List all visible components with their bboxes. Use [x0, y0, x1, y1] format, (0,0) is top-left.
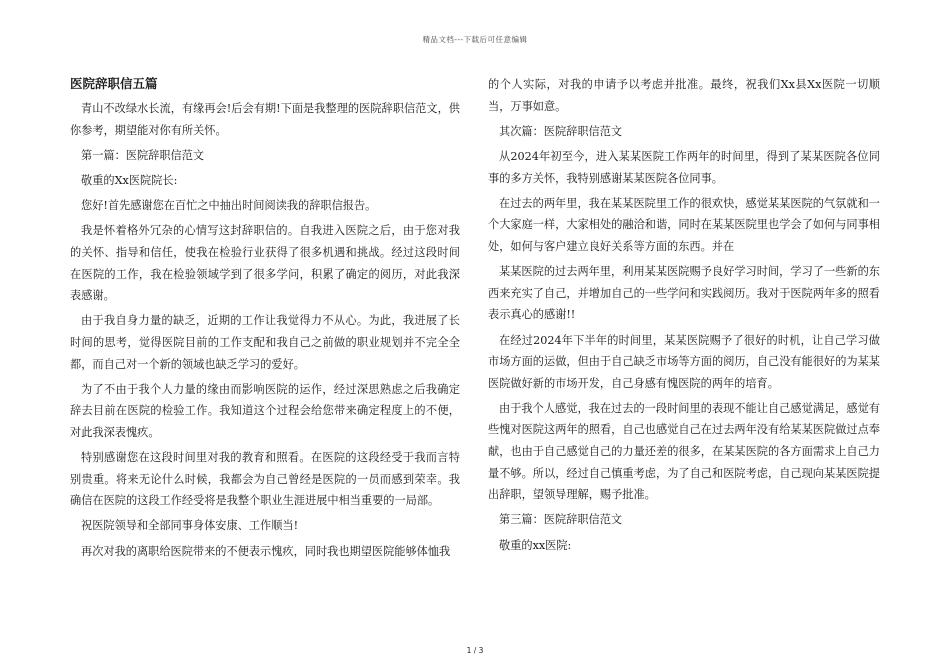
paragraph: 特别感谢您在这段时间里对我的教育和照看。在医院的这段经受于我而言特别贵重。将来无论什么时候，我都会为自己曾经是医院的一员而感到荣幸。我确信在医院的这段工作经受将是我整个职业生涯进展中相当重要的一局部。	[70, 451, 460, 508]
header-note: 精品文档---下载后可任意编辑	[422, 35, 528, 44]
paragraph: 从2024年初至今，进入某某医院工作两年的时间里，得到了某某医院各位同事的多方关怀，我特别感谢某某医院各位同事。	[488, 149, 880, 185]
salutation: 敬重的Xx医院院长:	[81, 173, 178, 187]
paragraph: 某某医院的过去两年里，利用某某医院赐予良好学习时间，学习了一些新的东西来充实了自己，并增加自己的一些学问和实践阅历。我对于医院两年多的照看表示真心的感谢!!	[488, 265, 880, 322]
section-heading: 第一篇：医院辞职信范文	[81, 148, 205, 162]
paragraph: 在经过2024年下半年的时间里，某某医院赐予了很好的时机，让自己学习做市场方面的运做，但由于自己缺乏市场等方面的阅历，自己没有能很好的为某某医院做好新的市场开发，自己身感有愧医院的两年的培育。	[488, 333, 880, 390]
section-heading: 其次篇：医院辞职信范文	[499, 124, 623, 138]
paragraph: 我是怀着格外冗杂的心情写这封辞职信的。自我进入医院之后，由于您对我的关怀、指导和信任，使我在检验行业获得了很多机遇和挑战。经过这段时间在医院的工作，我在检验领域学到了很多学问，积累了确定的阅历，对此我深表感谢。	[70, 224, 460, 303]
paragraph: 您好!首先感谢您在百忙之中抽出时间阅读我的辞职信报告。	[81, 199, 377, 213]
paragraph: 再次对我的离职给医院带来的不便表示愧疚，同时我也期望医院能够体恤我	[81, 544, 451, 558]
left-column	[70, 74, 460, 566]
paragraph: 在过去的两年里，我在某某医院里工作的很欢快，感觉某某医院的气氛就和一个大家庭一样，大家相处的融洽和谐，同时在某某医院里也学会了如何与同事相处，如何与客户建立良好关系等方面的东西。并在	[488, 196, 880, 253]
paragraph: 青山不改绿水长流，有缘再会!后会有期!下面是我整理的医院辞职信范文，供你参考，期望能对你有所关怀。	[70, 102, 460, 137]
paragraph: 由于我个人感觉，我在过去的一段时间里的表现不能让自己感觉满足，感觉有些愧对医院这两年的照看，自己也感觉自己在过去两年没有给某某医院做过点奉献，也由于自己感觉自己的力量还差的很多，在某某医院的各方面需求上自己力量不够。所以，经过自己慎重考虑，为了自己和医院考虑，自己现向某某医院提出辞职，望领导理解，赐予批准。	[488, 401, 880, 502]
paragraph: 的个人实际，对我的申请予以考虑并批准。最终，祝我们Xx县Xx医院一切顺当，万事如意。	[488, 78, 880, 113]
document-title: 医院辞职信五篇	[70, 76, 158, 91]
right-column	[488, 74, 880, 560]
paragraph: 为了不由于我个人力量的缘由而影响医院的运作，经过深思熟虑之后我确定辞去目前在医院的检验工作。我知道这个过程会给您带来确定程度上的不便，对此我深表愧疚。	[70, 382, 460, 439]
paragraph: 祝医院领导和全部同事身体安康、工作顺当!	[81, 519, 299, 533]
salutation: 敬重的xx医院:	[499, 538, 572, 552]
page-number: 1 / 3	[466, 646, 484, 655]
section-heading: 第三篇：医院辞职信范文	[499, 513, 623, 527]
paragraph: 由于我自身力量的缺乏，近期的工作让我觉得力不从心。为此，我进展了长时间的思考，觉得医院目前的工作支配和我自己之前做的职业规划并不完全全都，而自己对一个新的领域也缺乏学习的爱好。	[70, 314, 460, 371]
